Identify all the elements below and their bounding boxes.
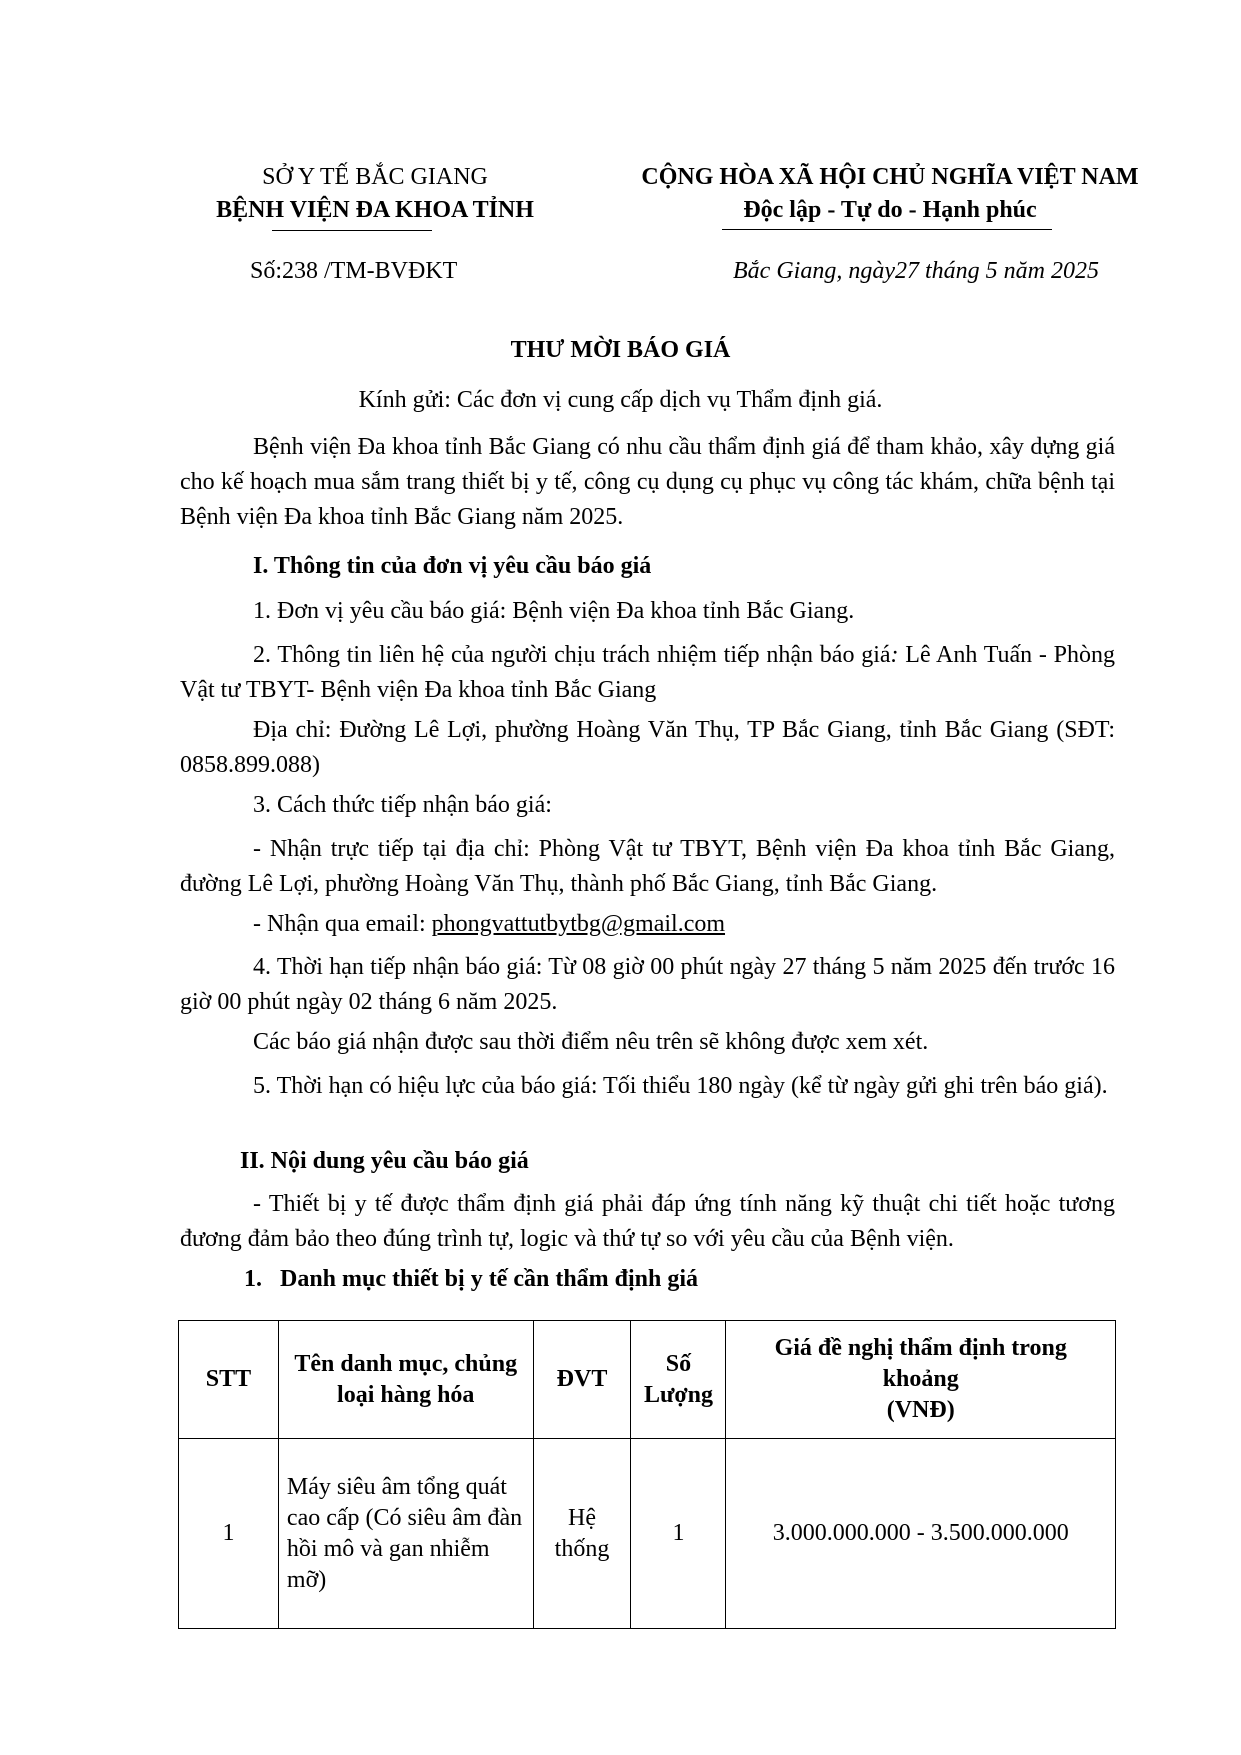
cell-quantity: 1 xyxy=(631,1439,726,1629)
price-header-label: Giá đề nghị thẩm định trong khoảng xyxy=(774,1335,1067,1392)
contact-person: Lê Anh Tuấn - Phòng Vật tư TBYT- Bệnh viện Đa khoa tỉnh Bắc Giang xyxy=(180,642,1116,703)
agency-name: SỞ Y TẾ BẮC GIANG xyxy=(262,164,488,190)
equipment-list-title: Danh mục thiết bị y tế cần thẩm định giá xyxy=(280,1266,699,1292)
hospital-name-underline xyxy=(272,230,432,231)
section-2-heading: II. Nội dung yêu cầu báo giá xyxy=(240,1148,529,1174)
hospital-name: BỆNH VIỆN ĐA KHOA TỈNH xyxy=(216,197,534,223)
column-header-price xyxy=(726,1321,1116,1439)
contact-label: 2. Thông tin liên hệ của người chịu trách nhiệm tiếp nhận báo giá xyxy=(253,642,891,668)
intro-paragraph: Bệnh viện Đa khoa tỉnh Bắc Giang có nhu cầu thẩm định giá để tham khảo, xây dựng giá cho kế hoạch mua sắm trang thiết bị y tế, công cụ dụng cụ phục vụ công tác khám, chữa bệnh tại Bệnh viện Đa khoa tỉnh Bắc Giang năm 2025. xyxy=(180,434,1115,530)
recipient-line: Kính gửi: Các đơn vị cung cấp dịch vụ Thẩm định giá. xyxy=(358,387,883,413)
email-link[interactable]: phongvattutbytbg@gmail.com xyxy=(431,911,726,937)
cell-price: 3.000.000.000 - 3.500.000.000 xyxy=(726,1439,1116,1629)
document-number: Số:238 /TM-BVĐKT xyxy=(250,258,458,284)
contact-colon: : xyxy=(890,642,899,668)
section-2-requirement: - Thiết bị y tế được thẩm định giá phải đáp ứng tính năng kỹ thuật chi tiết hoặc tương đương đảm bảo theo đúng trình tự, logic và thứ tự so với yêu cầu của Bệnh viện. xyxy=(180,1191,1115,1252)
address-paragraph: Địa chỉ: Đường Lê Lợi, phường Hoàng Văn Thụ, TP Bắc Giang, tỉnh Bắc Giang (SĐT: 0858.899.088) xyxy=(180,717,1115,778)
table-row xyxy=(179,1439,1116,1629)
column-header-unit: ĐVT xyxy=(533,1321,631,1439)
equipment-list-number: 1. xyxy=(244,1266,262,1292)
document-date: Bắc Giang, ngày27 tháng 5 năm 2025 xyxy=(733,258,1099,284)
table-header-row xyxy=(179,1321,1116,1439)
section-1-heading: I. Thông tin của đơn vị yêu cầu báo giá xyxy=(253,553,652,579)
late-submission-note: Các báo giá nhận được sau thời điểm nêu trên sẽ không được xem xét. xyxy=(253,1029,929,1055)
section-1-item-3: 3. Cách thức tiếp nhận báo giá: xyxy=(253,792,552,818)
cell-unit: Hệ thống xyxy=(533,1439,631,1629)
section-1-item-5: 5. Thời hạn có hiệu lực của báo giá: Tối thiểu 180 ngày (kể từ ngày gửi ghi trên báo giá). xyxy=(253,1073,1108,1099)
section-1-item-1: 1. Đơn vị yêu cầu báo giá: Bệnh viện Đa khoa tỉnh Bắc Giang. xyxy=(253,598,855,624)
email-label: - Nhận qua email: xyxy=(253,911,432,937)
price-header-unit: (VNĐ) xyxy=(886,1397,955,1423)
section-1-item-4: 4. Thời hạn tiếp nhận báo giá: Từ 08 giờ 00 phút ngày 27 tháng 5 năm 2025 đến trước 16 giờ 00 phút ngày 02 tháng 6 năm 2025. xyxy=(180,954,1115,1015)
national-motto: Độc lập - Tự do - Hạnh phúc xyxy=(743,197,1037,223)
column-header-quantity: Số Lượng xyxy=(631,1321,726,1439)
direct-submission-paragraph: - Nhận trực tiếp tại địa chỉ: Phòng Vật tư TBYT, Bệnh viện Đa khoa tỉnh Bắc Giang, đường Lê Lợi, phường Hoàng Văn Thụ, thành phố Bắc Giang, tỉnh Bắc Giang. xyxy=(180,836,1115,897)
equipment-list-heading xyxy=(180,1262,1115,1297)
national-title: CỘNG HÒA XÃ HỘI CHỦ NGHĨA VIỆT NAM xyxy=(641,164,1139,190)
cell-stt: 1 xyxy=(179,1439,279,1629)
column-header-name: Tên danh mục, chủng loại hàng hóa xyxy=(278,1321,533,1439)
cell-name: Máy siêu âm tổng quát cao cấp (Có siêu âm đàn hồi mô và gan nhiễm mỡ) xyxy=(278,1439,533,1629)
section-1-item-2 xyxy=(180,638,1115,708)
column-header-stt: STT xyxy=(179,1321,279,1439)
national-motto-underline xyxy=(722,229,1052,230)
page-title: THƯ MỜI BÁO GIÁ xyxy=(510,337,731,363)
email-submission-line xyxy=(180,907,1115,942)
equipment-table xyxy=(178,1320,1116,1629)
